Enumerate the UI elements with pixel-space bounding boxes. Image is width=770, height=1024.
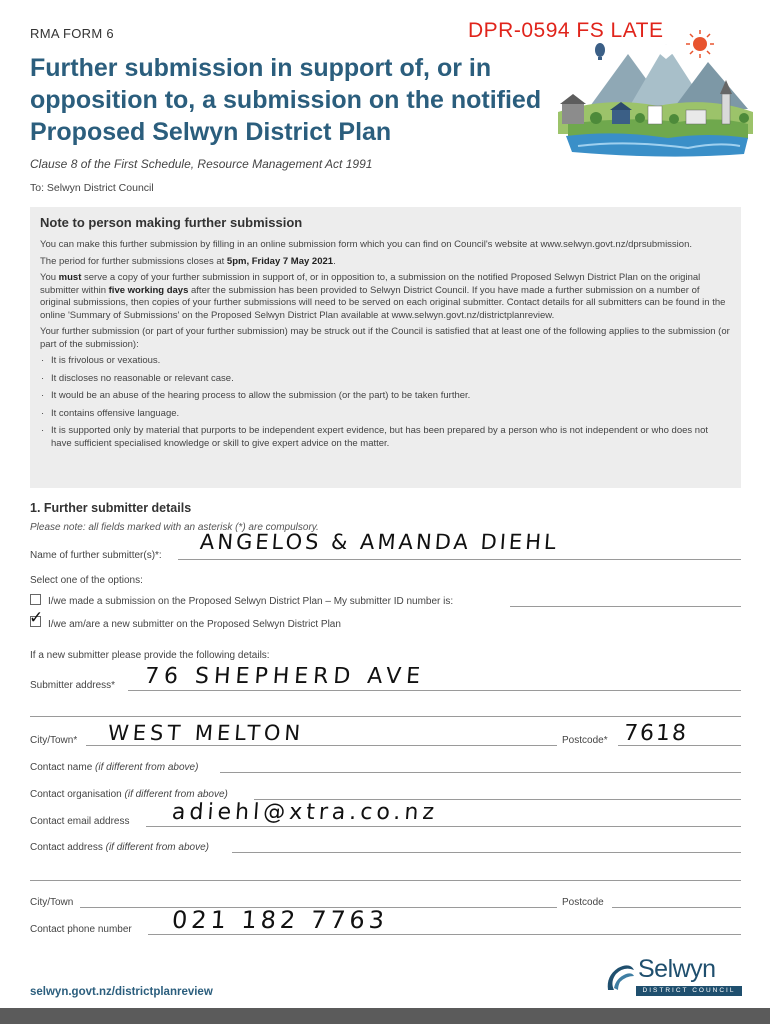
email-label: Contact email address — [30, 816, 130, 827]
form-number: RMA FORM 6 — [30, 26, 114, 41]
note-paragraph-deadline: The period for further submissions closes at 5pm, Friday 7 May 2021. — [40, 255, 336, 267]
late-stamp: DPR-0594 FS LATE — [468, 19, 664, 42]
list-item: · It is frivolous or vexatious. — [40, 355, 731, 368]
option-existing-submitter-label: I/we made a submission on the Proposed Selwyn District Plan – My submitter ID number is: — [48, 596, 454, 607]
note-heading: Note to person making further submission — [40, 215, 303, 230]
addressee: To: Selwyn District Council — [30, 182, 154, 194]
list-item: · It contains offensive language. — [40, 408, 731, 421]
name-label: Name of further submitter(s)*: — [30, 550, 162, 561]
selwyn-logo-text: Selwyn — [638, 955, 716, 983]
phone-field-value[interactable]: 021 182 7763 — [171, 906, 389, 934]
city-label: City/Town* — [30, 735, 78, 746]
list-item: · It would be an abuse of the hearing process to allow the submission (or the part) to be taken further. — [40, 390, 731, 403]
checkmark-icon: ✓ — [29, 608, 44, 627]
submitter-id-field[interactable] — [510, 606, 741, 607]
footer-url-link[interactable]: selwyn.govt.nz/districtplanreview — [30, 986, 213, 998]
address-line-2[interactable] — [30, 716, 741, 717]
contact-address-line-2[interactable] — [30, 880, 741, 881]
address-field-value[interactable]: 76 SHEPHERD AVE — [144, 664, 426, 689]
selwyn-logo-icon — [604, 958, 636, 994]
city-field-value[interactable]: WEST MELTON — [107, 721, 305, 745]
contact-name-label: Contact name (if different from above) — [30, 762, 199, 773]
section-heading: 1. Further submitter details — [30, 501, 192, 515]
city2-label: City/Town — [30, 897, 74, 908]
option-new-submitter-label: I/we am/are a new submitter on the Proposed Selwyn District Plan — [48, 619, 341, 630]
name-field-value[interactable]: ANGELOS & AMANDA DIEHL — [199, 530, 560, 554]
postcode-label: Postcode* — [562, 735, 608, 746]
list-item: · It discloses no reasonable or relevant case. — [40, 373, 731, 386]
balloon-icon — [595, 43, 605, 57]
email-field-line[interactable] — [146, 826, 741, 827]
select-options-label: Select one of the options: — [30, 575, 143, 586]
contact-address-field[interactable] — [232, 852, 741, 853]
contact-organisation-label: Contact organisation (if different from above) — [30, 789, 228, 800]
city-field-line[interactable] — [86, 745, 557, 746]
phone-label: Contact phone number — [30, 924, 132, 935]
name-field-line[interactable] — [178, 559, 741, 560]
compulsory-note: Please note: all fields marked with an asterisk (*) are compulsory. — [30, 522, 319, 533]
new-submitter-details-label: If a new submitter please provide the following details: — [30, 650, 270, 661]
contact-address-label: Contact address (if different from above) — [30, 842, 209, 853]
note-paragraph-serve-copy: You must serve a copy of your further submission in support of, or in opposition to, a submission on the notified Proposed Selwyn District Plan on the original submitter within five working days after the submission has been provided to Selwyn District Council. If you have made a further submission on a number of original submissions, then copies of your further submissions will need to be served on each original submitter. Contact details for all submitters can be found in the online 'Summary of Submissions' on the Proposed Selwyn District Plan available at www.selwyn.govt.nz/districtplanreview. — [40, 272, 726, 321]
decorative-footer-band — [0, 1008, 770, 1024]
note-paragraph-strike-out: Your further submission (or part of your further submission) may be struck out if the Council is satisfied that at least one of the following applies to the submission (or part of the submission): — [40, 326, 730, 350]
contact-name-field[interactable] — [220, 772, 741, 773]
clause-reference: Clause 8 of the First Schedule, Resource Management Act 1991 — [30, 157, 373, 171]
note-paragraph-online: You can make this further submission by filling in an online submission form which you can find on Council's website at www.selwyn.govt.nz/dprsubmission. — [40, 239, 692, 250]
page-title: Further submission in support of, or in opposition to, a submission on the notified Proposed Selwyn District Plan — [30, 54, 542, 146]
strike-out-reasons — [40, 355, 731, 450]
phone-field-line[interactable] — [148, 934, 741, 935]
address-label: Submitter address* — [30, 680, 116, 691]
option-existing-submitter-checkbox[interactable] — [30, 594, 41, 605]
district-council-label: DISTRICT COUNCIL — [636, 986, 742, 996]
email-field-value[interactable]: adiehl@xtra.co.nz — [171, 800, 439, 825]
postcode2-label: Postcode — [562, 897, 604, 908]
sun-icon — [693, 37, 707, 51]
note-box — [30, 207, 741, 488]
postcode-field-value[interactable]: 7618 — [623, 721, 689, 746]
address-field-line[interactable] — [128, 690, 741, 691]
postcode2-field[interactable] — [612, 907, 741, 908]
list-item: · It is supported only by material that purports to be independent expert evidence, but has been prepared by a person who is not independent or who does not have sufficient specialised knowledge or skill to give expert advice on the matter. — [40, 425, 731, 450]
district-landscape-illustration — [548, 24, 758, 160]
